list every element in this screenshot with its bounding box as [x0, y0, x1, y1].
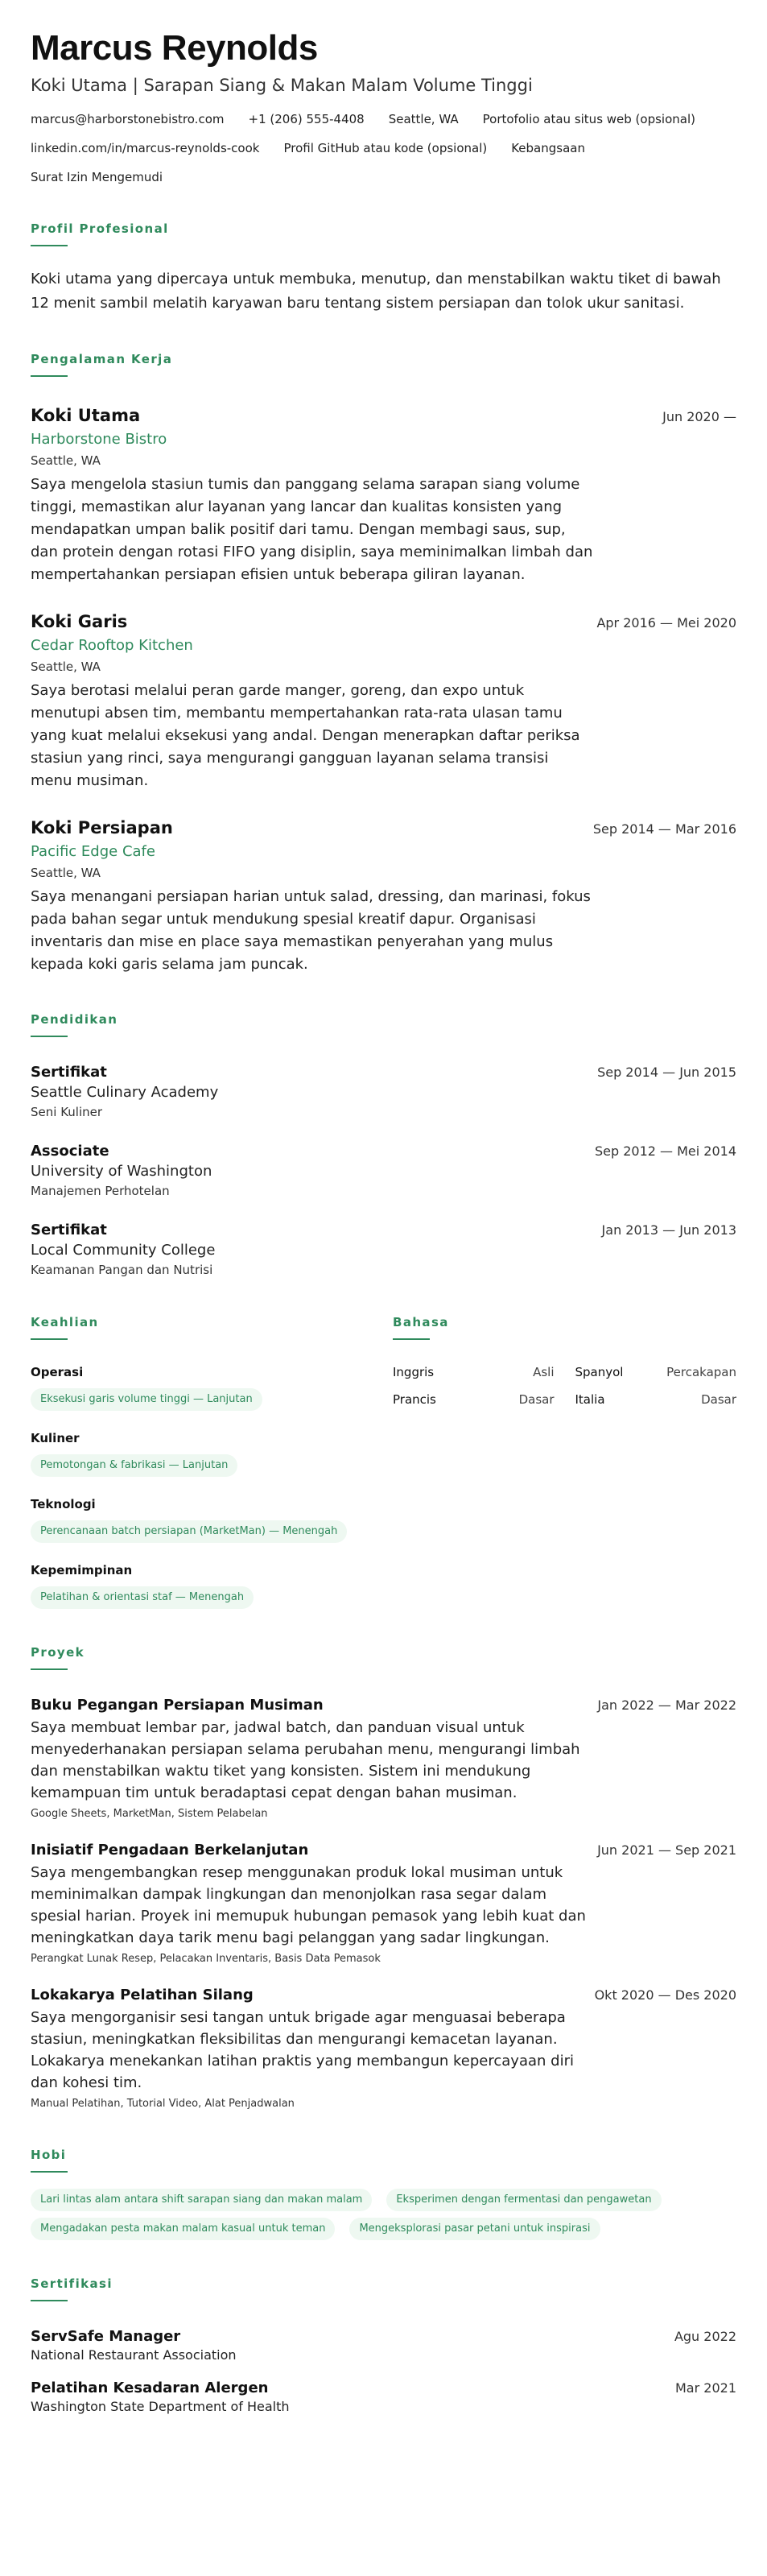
job-location: Seattle, WA	[31, 866, 101, 880]
project-description: Saya mengembangkan resep menggunakan produk lokal musiman untuk meminimalkan dampak lingkungan dan menonjolkan rasa segar dalam spesial harian. Proyek ini memupuk hubungan pemasok yang lebih kuat dan meningkatkan daya tarik menu bagi pelanggan yang sadar lingkungan.	[31, 1864, 586, 1946]
job-dates: Jun 2020 —	[662, 409, 736, 424]
language-list	[393, 1364, 736, 1408]
job-entry	[31, 610, 736, 792]
education-degree: Sertifikat	[31, 1222, 107, 1238]
hobby-chip: Mengadakan pesta makan malam kasual untuk teman	[31, 2218, 335, 2240]
project-entry	[31, 1841, 736, 1966]
headline: Koki Utama | Sarapan Siang & Makan Malam Volume Tinggi	[31, 76, 533, 95]
language-name: Spanyol	[575, 1365, 624, 1379]
section-divider	[31, 1668, 68, 1670]
education-entry	[31, 1063, 736, 1121]
section-divider	[31, 2171, 68, 2173]
contact-list	[31, 111, 736, 185]
certification-entry	[31, 2379, 736, 2416]
education-school: University of Washington	[31, 1163, 212, 1180]
section-title-languages: Bahasa	[393, 1315, 449, 1329]
project-dates: Jun 2021 — Sep 2021	[597, 1842, 736, 1858]
section-title-hobbies: Hobi	[31, 2148, 67, 2162]
project-tools: Google Sheets, MarketMan, Sistem Pelabelan	[31, 1808, 268, 1820]
job-entry	[31, 404, 736, 586]
language-item	[393, 1364, 555, 1380]
language-level: Percakapan	[666, 1365, 736, 1379]
language-name: Italia	[575, 1392, 605, 1407]
education-entry	[31, 1142, 736, 1200]
skill-category: Operasi	[31, 1365, 84, 1379]
project-title: Inisiatif Pengadaan Berkelanjutan	[31, 1842, 309, 1859]
education-field: Manajemen Perhotelan	[31, 1184, 170, 1198]
project-title: Lokakarya Pelatihan Silang	[31, 1987, 254, 2003]
skill-chip: Pemotongan & fabrikasi — Lanjutan	[31, 1454, 237, 1477]
language-level: Dasar	[518, 1392, 555, 1407]
candidate-name: Marcus Reynolds	[31, 28, 318, 68]
job-description: Saya mengelola stasiun tumis dan panggang selama sarapan siang volume tinggi, memastikan alur layanan yang lancar dan kualitas konsisten yang mendapatkan umpan balik positif dari tamu. Dengan membagi saus, sup, dan protein dengan rotasi FIFO yang disiplin, saya meminimalkan limbah dan mempertahankan persiapan efisien untuk beberapa giliran layanan.	[31, 476, 593, 583]
education-dates: Sep 2014 — Jun 2015	[597, 1065, 736, 1080]
certification-name: ServSafe Manager	[31, 2328, 181, 2345]
job-location: Seattle, WA	[31, 453, 101, 468]
contact-linkedin[interactable]: linkedin.com/in/marcus-reynolds-cook	[31, 141, 260, 155]
education-field: Keamanan Pangan dan Nutrisi	[31, 1263, 213, 1277]
section-divider	[393, 1338, 430, 1340]
job-company: Pacific Edge Cafe	[31, 843, 155, 860]
project-dates: Okt 2020 — Des 2020	[594, 1987, 736, 2003]
hobby-chip: Eksperimen dengan fermentasi dan pengawetan	[386, 2189, 661, 2211]
language-name: Prancis	[393, 1392, 436, 1407]
contact-portfolio[interactable]: Portofolio atau situs web (opsional)	[482, 112, 695, 126]
education-entry	[31, 1221, 736, 1279]
section-divider	[31, 2300, 68, 2301]
education-dates: Sep 2012 — Mei 2014	[594, 1143, 736, 1159]
contact-nationality: Kebangsaan	[511, 141, 585, 155]
contact-phone[interactable]: +1 (206) 555-4408	[248, 112, 365, 126]
section-divider	[31, 245, 68, 246]
section-divider	[31, 1338, 68, 1340]
education-dates: Jan 2013 — Jun 2013	[601, 1222, 736, 1238]
certification-entry	[31, 2327, 736, 2364]
contact-email[interactable]: marcus@harborstonebistro.com	[31, 112, 225, 126]
certification-issuer: Washington State Department of Health	[31, 2399, 290, 2414]
job-description: Saya berotasi melalui peran garde manger, goreng, dan expo untuk menutupi absen tim, membantu mempertahankan rata-rata ulasan tamu yang kuat melalui eksekusi yang andal. Dengan menerapkan daftar periksa stasiun yang rinci, saya mengurangi gangguan layanan selama transisi menu musiman.	[31, 682, 580, 789]
skill-chip: Eksekusi garis volume tinggi — Lanjutan	[31, 1388, 262, 1411]
contact-github[interactable]: Profil GitHub atau kode (opsional)	[283, 141, 488, 155]
section-title-certifications: Sertifikasi	[31, 2276, 113, 2291]
job-company: Harborstone Bistro	[31, 431, 167, 448]
section-divider	[31, 1036, 68, 1037]
job-title: Koki Persiapan	[31, 818, 173, 837]
certification-issuer: National Restaurant Association	[31, 2347, 237, 2363]
language-item	[393, 1391, 555, 1408]
section-title-projects: Proyek	[31, 1645, 85, 1660]
education-school: Local Community College	[31, 1242, 216, 1259]
hobby-list	[31, 2189, 739, 2240]
hobby-chip: Lari lintas alam antara shift sarapan siang dan makan malam	[31, 2189, 372, 2211]
language-item	[575, 1391, 737, 1408]
skill-chip: Perencanaan batch persiapan (MarketMan) — Menengah	[31, 1520, 347, 1543]
section-languages	[393, 1314, 736, 1609]
certification-name: Pelatihan Kesadaran Alergen	[31, 2380, 269, 2396]
section-experience	[31, 351, 736, 976]
job-location: Seattle, WA	[31, 660, 101, 674]
job-description: Saya menangani persiapan harian untuk salad, dressing, dan marinasi, fokus pada bahan segar untuk mendukung spesial kreatif dapur. Organisasi inventaris dan mise en place saya memastikan penyerahan yang mulus kepada koki garis selama jam puncak.	[31, 888, 591, 973]
project-tools: Perangkat Lunak Resep, Pelacakan Inventaris, Basis Data Pemasok	[31, 1953, 381, 1965]
contact-location: Seattle, WA	[388, 112, 459, 126]
summary-text: Koki utama yang dipercaya untuk membuka, menutup, dan menstabilkan waktu tiket di bawah 12 menit sambil melatih karyawan baru tentang sistem persiapan dan tolok ukur sanitasi.	[31, 271, 721, 312]
skill-chip: Pelatihan & orientasi staf — Menengah	[31, 1586, 254, 1609]
section-divider	[31, 375, 68, 377]
project-description: Saya mengorganisir sesi tangan untuk brigade agar menguasai beberapa stasiun, meningkatkan fleksibilitas dan mengurangi kemacetan layanan. Lokakarya menekankan latihan praktis yang membangun kepercayaan diri dan kohesi tim.	[31, 2009, 574, 2091]
job-entry	[31, 817, 736, 976]
project-description: Saya membuat lembar par, jadwal batch, dan panduan visual untuk menyederhanakan persiapan selama perubahan menu, mengurangi limbah dan menstabilkan waktu tiket yang konsisten. Sistem ini mendukung kemampuan tim untuk beradaptasi cepat dengan bahan musiman.	[31, 1719, 580, 1801]
section-title-summary: Profil Profesional	[31, 221, 169, 236]
project-title: Buku Pegangan Persiapan Musiman	[31, 1697, 324, 1714]
education-field: Seni Kuliner	[31, 1105, 103, 1119]
job-company: Cedar Rooftop Kitchen	[31, 637, 193, 654]
education-degree: Associate	[31, 1143, 109, 1160]
language-level: Asli	[533, 1365, 555, 1379]
job-title: Koki Utama	[31, 406, 141, 425]
section-summary	[31, 221, 736, 316]
section-skills	[31, 1314, 393, 1609]
certification-date: Mar 2021	[675, 2380, 736, 2396]
section-certifications	[31, 2276, 736, 2416]
section-title-skills: Keahlian	[31, 1315, 99, 1329]
section-title-education: Pendidikan	[31, 1012, 118, 1027]
skill-category: Kepemimpinan	[31, 1563, 133, 1577]
skill-category: Kuliner	[31, 1431, 80, 1445]
contact-driving-license: Surat Izin Mengemudi	[31, 170, 163, 184]
section-title-experience: Pengalaman Kerja	[31, 352, 173, 366]
language-item	[575, 1364, 737, 1380]
section-hobbies	[31, 2147, 736, 2240]
certification-date: Agu 2022	[674, 2329, 736, 2344]
job-dates: Apr 2016 — Mei 2020	[596, 615, 736, 631]
education-degree: Sertifikat	[31, 1064, 107, 1081]
project-dates: Jan 2022 — Mar 2022	[597, 1697, 736, 1713]
language-name: Inggris	[393, 1365, 435, 1379]
project-entry	[31, 1986, 736, 2111]
education-school: Seattle Culinary Academy	[31, 1084, 219, 1101]
section-education	[31, 1011, 736, 1279]
job-dates: Sep 2014 — Mar 2016	[592, 821, 736, 837]
project-tools: Manual Pelatihan, Tutorial Video, Alat Penjadwalan	[31, 2098, 295, 2110]
hobby-chip: Mengeksplorasi pasar petani untuk inspirasi	[349, 2218, 600, 2240]
skills-languages-row	[31, 1314, 736, 1609]
skill-category: Teknologi	[31, 1497, 96, 1511]
project-entry	[31, 1696, 736, 1821]
language-level: Dasar	[701, 1392, 736, 1407]
job-title: Koki Garis	[31, 612, 128, 631]
section-projects	[31, 1644, 736, 2111]
